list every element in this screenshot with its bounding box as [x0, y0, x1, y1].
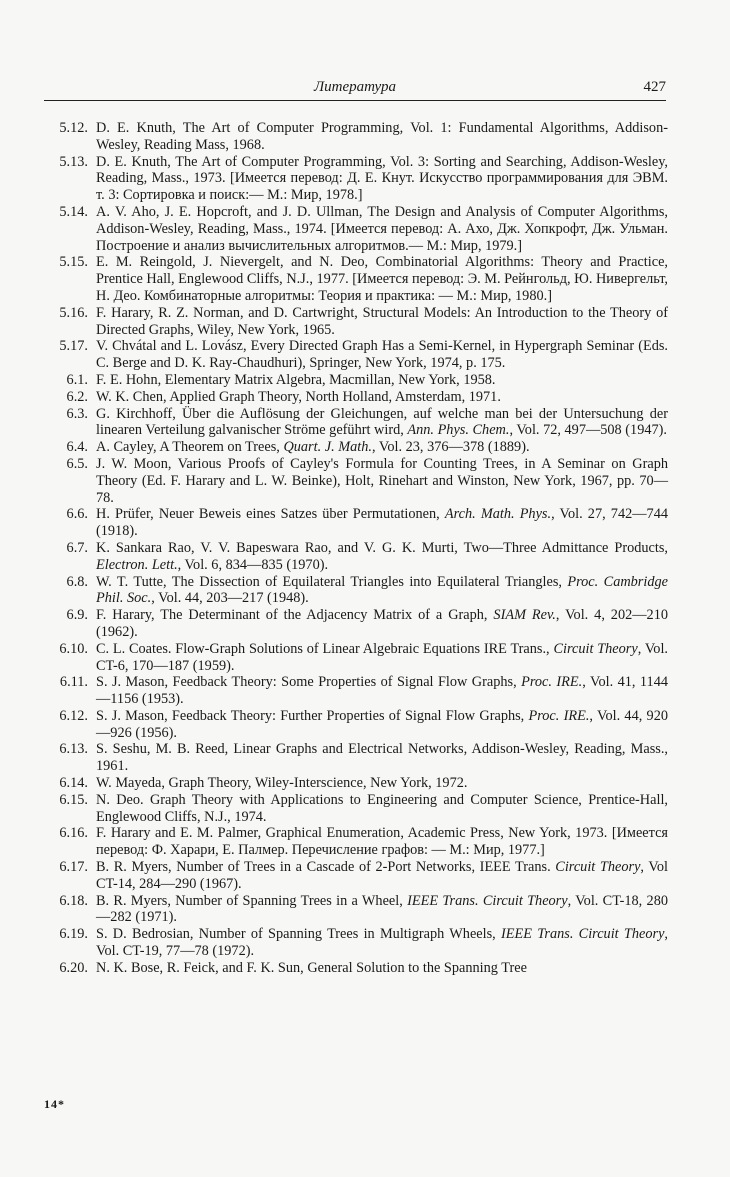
reference-entry	[40, 506, 668, 540]
reference-number: 6.9.	[66, 607, 88, 624]
reference-italic-segment: Arch. Math. Phys.	[444, 506, 552, 523]
reference-number: 6.12.	[59, 707, 88, 724]
reference-segment: W. Mayeda, Graph Theory, Wiley-Interscience, New York, 1972.	[96, 775, 468, 792]
reference-segment: , Vol. 6, 834—835 (1970).	[177, 556, 329, 573]
running-header	[44, 78, 666, 101]
reference-number: 6.10.	[59, 640, 88, 657]
reference-text	[96, 741, 668, 775]
reference-number: 5.16.	[59, 304, 88, 321]
reference-text	[96, 674, 668, 708]
reference-text	[96, 540, 668, 574]
reference-text	[96, 154, 668, 204]
reference-segment: H. Prüfer, Neuer Beweis eines Satzes über Permutationen,	[96, 506, 445, 523]
reference-segment: C. L. Coates. Flow-Graph Solutions of Linear Algebraic Equations IRE Trans.,	[96, 640, 554, 657]
reference-text	[96, 607, 668, 641]
reference-entry	[40, 154, 668, 204]
reference-segment: , Vol. 72, 497—508 (1947).	[509, 422, 667, 439]
reference-segment: , Vol. CT-18, 280—282 (1971).	[96, 892, 668, 926]
reference-segment: B. R. Myers, Number of Trees in a Cascade of 2-Port Networks, IEEE Trans.	[96, 859, 556, 876]
reference-text	[96, 389, 668, 406]
reference-segment: E. M. Reingold, J. Nievergelt, and N. Deo, Combinatorial Algorithms: Theory and Practice, Prentice Hall, Englewood Cliffs, N.J., 1977. [Имеется перевод: Э. М. Рейнгольд, Ю. Нивергельт, Н. Део. Комбинаторные алгоритмы: Теория и практика: — М.: Мир, 1980.]	[96, 254, 668, 304]
reference-text	[96, 506, 668, 540]
reference-entry	[40, 960, 668, 977]
reference-segment: V. Chvátal and L. Lovász, Every Directed Graph Has a Semi-Kernel, in Hypergraph Seminar (Eds. C. Berge and D. K. Ray-Chaudhuri), Springer, New York, 1974, p. 175.	[96, 338, 668, 372]
reference-segment: F. E. Hohn, Elementary Matrix Algebra, Macmillan, New York, 1958.	[96, 371, 496, 388]
reference-number: 6.20.	[59, 959, 88, 976]
reference-entry	[40, 406, 668, 440]
reference-italic-segment: Circuit Theory	[553, 640, 638, 657]
reference-italic-segment: Quart. J. Math.	[283, 439, 372, 456]
reference-number: 5.13.	[59, 153, 88, 170]
reference-segment: G. Kirchhoff, Über die Auflösung der Gleichungen, auf welche man bei der Untersuchung der linearen Verteilung galvanischer Ströme geführt wird,	[96, 405, 668, 439]
reference-italic-segment: IEEE Trans. Circuit Theory	[407, 892, 568, 909]
reference-number: 6.19.	[59, 926, 88, 943]
reference-text	[96, 893, 668, 927]
reference-number: 5.12.	[59, 120, 88, 136]
reference-entry	[40, 708, 668, 742]
reference-italic-segment: Proc. IRE.	[528, 707, 590, 724]
reference-text	[96, 372, 668, 389]
reference-entry	[40, 372, 668, 389]
reference-number: 6.11.	[59, 674, 88, 691]
reference-entry	[40, 893, 668, 927]
reference-text	[96, 641, 668, 675]
reference-entry	[40, 540, 668, 574]
reference-text	[96, 456, 668, 506]
reference-number: 6.17.	[59, 859, 88, 876]
reference-segment: S. Seshu, M. B. Reed, Linear Graphs and Electrical Networks, Addison-Wesley, Reading, Mass., 1961.	[96, 741, 668, 775]
reference-segment: , Vol CT-14, 284—290 (1967).	[96, 859, 668, 892]
reference-entry	[40, 204, 668, 254]
reference-segment: S. J. Mason, Feedback Theory: Further Properties of Signal Flow Graphs,	[96, 707, 529, 724]
reference-segment: N. K. Bose, R. Feick, and F. K. Sun, General Solution to the Spanning Tree	[96, 959, 527, 976]
reference-italic-segment: Proc. IRE.	[521, 674, 583, 691]
page-number: 427	[643, 79, 666, 95]
reference-entry	[40, 439, 668, 456]
reference-italic-segment: Ann. Phys. Chem.	[407, 422, 510, 439]
reference-italic-segment: Circuit Theory	[555, 859, 641, 876]
reference-number: 6.14.	[59, 775, 88, 792]
reference-text	[96, 305, 668, 339]
reference-italic-segment: Electron. Lett.	[96, 556, 178, 573]
running-title: Литература	[313, 79, 397, 95]
reference-number: 6.3.	[66, 405, 88, 422]
reference-entry	[40, 859, 668, 893]
reference-segment: S. D. Bedrosian, Number of Spanning Trees in Multigraph Wheels,	[96, 926, 502, 943]
reference-segment: , Vol. 41, 1144—1156 (1953).	[96, 674, 668, 708]
reference-text	[96, 708, 668, 742]
reference-text	[96, 960, 668, 977]
reference-entry	[40, 607, 668, 641]
reference-text	[96, 204, 668, 254]
reference-text	[96, 926, 668, 960]
reference-entry	[40, 305, 668, 339]
reference-entry	[40, 775, 668, 792]
reference-text	[96, 254, 668, 304]
reference-entry	[40, 674, 668, 708]
reference-segment: K. Sankara Rao, V. V. Bapeswara Rao, and V. G. K. Murti, Two—Three Admittance Products,	[96, 539, 668, 556]
reference-entry	[40, 792, 668, 826]
reference-segment: , Vol. 4, 202—210 (1962).	[96, 607, 668, 640]
reference-segment: B. R. Myers, Number of Spanning Trees in a Wheel,	[96, 892, 408, 909]
reference-italic-segment: SIAM Rev.	[493, 607, 556, 624]
reference-entry	[40, 741, 668, 775]
reference-segment: D. E. Knuth, The Art of Computer Programming, Vol. 1: Fundamental Algorithms, Addison-Wesley, Reading Mass, 1968.	[96, 120, 668, 153]
reference-text	[96, 825, 668, 859]
reference-number: 6.1.	[66, 371, 88, 388]
reference-italic-segment: IEEE Trans. Circuit Theory	[501, 926, 665, 943]
reference-segment: , Vol. 44, 920—926 (1956).	[96, 707, 668, 741]
reference-number: 6.7.	[66, 539, 88, 556]
reference-text	[96, 120, 668, 154]
reference-segment: A. V. Aho, J. E. Hopcroft, and J. D. Ullman, The Design and Analysis of Computer Algorithms, Addison-Wesley, Reading, Mass., 1974. [Имеется перевод: А. Ахо, Дж. Хопкрофт, Дж. Ульман. Построение и анализ вычислительных алгоритмов.— М.: Мир, 1979.]	[96, 203, 668, 254]
reference-segment: F. Harary, R. Z. Norman, and D. Cartwright, Structural Models: An Introduction to the Theory of Directed Graphs, Wiley, New York, 1965.	[96, 304, 668, 338]
reference-segment: F. Harary and E. M. Palmer, Graphical Enumeration, Academic Press, New York, 1973. [Имеется перевод: Ф. Харари, Е. Палмер. Перечисление графов: — М.: Мир, 1977.]	[96, 825, 668, 859]
reference-segment: F. Harary, The Determinant of the Adjacency Matrix of a Graph,	[96, 607, 494, 624]
reference-number: 5.14.	[59, 203, 88, 220]
reference-text	[96, 338, 668, 372]
reference-entry	[40, 389, 668, 406]
reference-segment: , Vol. 27, 742—744 (1918).	[96, 506, 668, 540]
reference-entry	[40, 926, 668, 960]
printer-signature-mark: 14*	[44, 1097, 65, 1111]
reference-entry	[40, 254, 668, 304]
reference-number: 6.8.	[66, 573, 88, 590]
reference-text	[96, 406, 668, 440]
reference-segment: W. K. Chen, Applied Graph Theory, North Holland, Amsterdam, 1971.	[96, 388, 501, 405]
reference-text	[96, 574, 668, 608]
reference-entry	[40, 574, 668, 608]
reference-segment: N. Deo. Graph Theory with Applications to Engineering and Computer Science, Prentice-Hall, Englewood Cliffs, N.J., 1974.	[96, 791, 668, 825]
reference-number: 6.6.	[66, 506, 88, 523]
reference-number: 6.13.	[59, 741, 88, 758]
reference-number: 5.17.	[59, 338, 88, 355]
reference-list	[40, 120, 668, 977]
reference-number: 6.2.	[66, 388, 88, 405]
reference-number: 6.15.	[59, 791, 88, 808]
reference-number: 5.15.	[59, 254, 88, 271]
reference-entry	[40, 456, 668, 506]
reference-italic-segment: Proc. Cambridge Phil. Soc.	[96, 573, 668, 607]
reference-text	[96, 792, 668, 826]
reference-entry	[40, 641, 668, 675]
reference-segment: S. J. Mason, Feedback Theory: Some Properties of Signal Flow Graphs,	[96, 674, 522, 691]
reference-number: 6.5.	[66, 455, 88, 472]
reference-number: 6.4.	[66, 439, 88, 456]
reference-number: 6.16.	[59, 825, 88, 842]
reference-text	[96, 439, 668, 456]
reference-segment: J. W. Moon, Various Proofs of Cayley's Formula for Counting Trees, in A Seminar on Graph Theory (Ed. F. Harary and L. W. Beinke), Holt, Rinehart and Winston, New York, 1967, pp. 70—78.	[96, 455, 668, 506]
reference-entry	[40, 338, 668, 372]
reference-text	[96, 775, 668, 792]
reference-entry	[40, 120, 668, 154]
reference-segment: W. T. Tutte, The Dissection of Equilateral Triangles into Equilateral Triangles,	[96, 573, 568, 590]
reference-segment: A. Cayley, A Theorem on Trees,	[96, 439, 284, 456]
reference-segment: D. E. Knuth, The Art of Computer Programming, Vol. 3: Sorting and Searching, Addison-Wesley, Reading, Mass., 1973. [Имеется перевод: Д. Е. Кнут. Искусство программирования для ЭВМ. т. 3: Сортировка и поиск:— М.: Мир, 1978.]	[96, 153, 668, 204]
reference-segment: , Vol. 44, 203—217 (1948).	[151, 590, 309, 607]
reference-segment: , Vol. 23, 376—378 (1889).	[372, 439, 530, 456]
reference-number: 6.18.	[59, 892, 88, 909]
reference-segment: , Vol. CT-19, 77—78 (1972).	[96, 926, 668, 960]
reference-entry	[40, 825, 668, 859]
reference-text	[96, 859, 668, 893]
reference-segment: , Vol. CT-6, 170—187 (1959).	[96, 640, 668, 674]
